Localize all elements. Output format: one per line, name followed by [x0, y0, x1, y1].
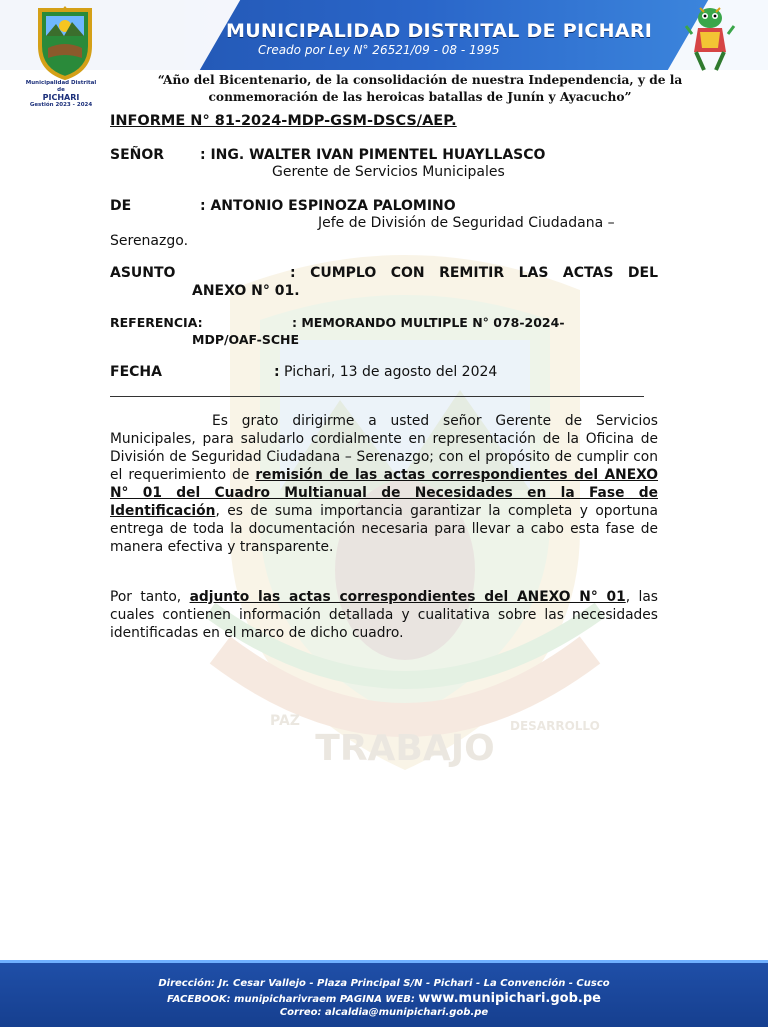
sender-role-line-1: Jefe de División de Seguridad Ciudadana –	[318, 215, 615, 231]
municipality-title: MUNICIPALIDAD DISTRITAL DE PICHARI	[226, 20, 653, 42]
paragraph-1	[110, 412, 658, 556]
footer-social	[0, 991, 768, 1006]
paragraph-1-text-a: Es grato dirigirme a usted señor Gerente de Servicios Municipales, para saludarlo cordialmente en representación de la Oficina de División de Seguridad Ciudadana – Serenazgo; con el propósito de cumplir con el requerimiento de	[110, 413, 658, 483]
footer-address: Dirección: Jr. Cesar Vallejo - Plaza Principal S/N - Pichari - La Convención - Cusco	[158, 978, 610, 989]
letterhead-footer	[0, 960, 768, 1027]
motto-line-2: conmemoración de las heroicas batallas de Junín y Ayacucho”	[208, 90, 632, 104]
date-value	[274, 363, 497, 381]
paragraph-1-emphasis: remisión de las actas correspondientes del ANEXO N° 01 del Cuadro Multianual de Necesidades en la Fase de Identificación	[110, 467, 659, 519]
recipient-role: Gerente de Servicios Municipales	[272, 164, 505, 180]
watermark-word-left: PAZ	[270, 713, 300, 729]
year-motto	[150, 72, 690, 106]
watermark-word-right: DESARROLLO	[510, 719, 600, 733]
paragraph-1-text-c: , es de suma importancia garantizar la completa y oportuna entrega de toda la documentación necesaria para llevar a cabo esta fase de manera efectiva y transparente.	[110, 503, 658, 555]
reference-line-2: MDP/OAF-SCHE	[192, 332, 300, 347]
paragraph-2-emphasis: adjunto las actas correspondientes del ANEXO N° 01	[189, 589, 626, 605]
divider	[110, 396, 644, 397]
paragraph-2	[110, 588, 658, 642]
subject-line-1: : CUMPLO CON REMITIR LAS ACTAS DEL	[290, 265, 658, 281]
creation-law-subtitle: Creado por Ley N° 26521/09 - 08 - 1995	[258, 43, 500, 57]
footer-facebook: FACEBOOK: munipicharivraem PAGINA WEB:	[167, 994, 419, 1005]
logo-caption-term: Gestión 2023 - 2024	[29, 102, 93, 108]
subject-line-2: ANEXO N° 01.	[192, 283, 300, 299]
watermark-word-center: TRABAJO	[315, 728, 495, 769]
logo-caption-name: PICHARI	[42, 93, 80, 102]
paragraph-2-text-a: Por tanto,	[110, 589, 190, 605]
municipal-shield-icon	[34, 6, 96, 80]
footer-website-link[interactable]: www.munipichari.gob.pe	[418, 991, 601, 1006]
paragraph-2-text-c: , las cuales contienen información detallada y cualitativa sobre las necesidades identificadas en el marco de dicho cuadro.	[110, 589, 658, 641]
date-label: FECHA	[110, 364, 162, 380]
sender-name: : ANTONIO ESPINOZA PALOMINO	[200, 198, 456, 214]
logo-caption	[22, 80, 100, 109]
logo-caption-small: Municipalidad Distrital de	[25, 80, 97, 93]
subject-label: ASUNTO	[110, 265, 176, 281]
reference-label: REFERENCIA:	[110, 315, 203, 330]
recipient-name: : ING. WALTER IVAN PIMENTEL HUAYLLASCO	[200, 147, 546, 163]
recipient-label: SEÑOR	[110, 147, 165, 163]
mascot-icon	[684, 4, 736, 72]
date-colon: :	[274, 364, 280, 380]
sender-label: DE	[110, 198, 132, 214]
sender-role-line-2: Serenazgo.	[110, 233, 189, 249]
reference-line-1: : MEMORANDO MULTIPLE N° 078-2024-	[292, 315, 565, 330]
motto-line-1: “Año del Bicentenario, de la consolidación de nuestra Independencia, y de la	[157, 73, 683, 87]
footer-email[interactable]: Correo: alcaldia@munipichari.gob.pe	[279, 1007, 489, 1018]
date-text: Pichari, 13 de agosto del 2024	[279, 364, 498, 380]
report-number: INFORME N° 81-2024-MDP-GSM-DSCS/AEP.	[110, 113, 457, 129]
